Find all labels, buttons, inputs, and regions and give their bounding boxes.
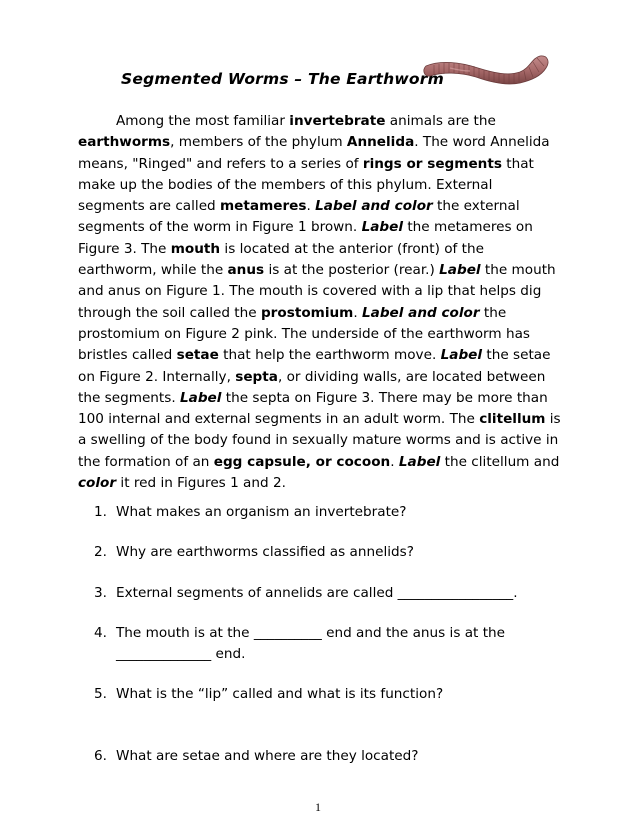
instruction-label: Label [398,453,441,470]
text-run: that help the earthworm move. [218,347,441,364]
question-number: 1. [94,504,107,520]
question-text: What are setae and where are they located? [116,748,419,764]
term-clitellum: clitellum [479,411,546,428]
text-run: is at the posterior (rear.) [264,262,440,279]
intro-text [78,111,562,494]
question-text: What makes an organism an invertebrate? [116,504,407,520]
text-run: is a swelling of the body found in sexually mature worms and is active in the formation of an [78,411,561,470]
question-item [94,623,574,666]
instruction-label: Label [439,262,481,279]
term-annelida: Annelida [346,134,415,151]
text-run: the setae on Figure 2. Internally, [78,347,551,385]
text-run: , or dividing walls, are located between the segments. [78,368,546,406]
question-item [94,746,574,767]
text-run: the external segments of the worm in Figure 1 brown. [78,198,520,236]
text-run: it red in Figures 1 and 2. [116,475,286,492]
text-run: . [353,304,362,321]
term-egg-capsule: egg capsule, or cocoon [213,453,391,470]
page-number: 1 [315,800,321,814]
text-run: the clitellum and [440,453,560,470]
instruction-label-and-color: Label and color [361,304,480,321]
text-run: . [390,453,399,470]
text-run: the septa on Figure 3. There may be more than 100 internal and external segments in an adult worm. The [78,389,548,428]
question-number: 6. [94,748,107,764]
question-number: 2. [94,544,107,560]
instruction-color: color [78,475,117,492]
text-run: the prostomium on Figure 2 pink. The underside of the earthworm has bristles called [78,304,530,364]
question-item [94,542,574,563]
text-run: animals are the [385,113,496,129]
question-item [94,583,574,604]
term-metameres: metameres [220,198,307,215]
question-number: 4. [94,625,107,641]
instruction-label: Label [179,389,222,406]
term-invertebrate: invertebrate [289,113,386,129]
term-setae: setae [176,347,219,364]
text-run: is located at the anterior (front) of the earthworm, while the [78,240,484,279]
text-run: that make up the bodies of the members of this phylum. External segments are called [78,155,534,215]
question-text: Why are earthworms classified as annelids? [116,544,414,560]
intro-paragraph [78,111,562,494]
earthworm-illustration [420,46,552,102]
worksheet-title: Segmented Worms – The Earthworm [121,70,444,88]
term-septa: septa [235,368,278,385]
question-item [94,502,574,523]
text-run: , members of the phylum [170,134,347,151]
text-run: . The word Annelida means, "Ringed" and refers to a series of [78,134,550,172]
text-run: the mouth and anus on Figure 1. The mouth is covered with a lip that helps dig through the soil called the [78,262,556,321]
instruction-label: Label [440,347,483,364]
term-mouth: mouth [170,240,221,257]
question-text-continued: ______________ end. [116,646,246,663]
text-run: Among the most familiar [116,113,290,129]
question-text: What is the “lip” called and what is its function? [116,686,444,702]
text-run: . [306,198,316,215]
term-earthworms: earthworms [78,134,171,151]
term-rings-or-segments: rings or segments [362,155,502,172]
question-number: 5. [94,686,107,702]
question-item [94,684,574,705]
question-text: External segments of annelids are called _________________. [116,585,518,601]
instruction-label-and-color: Label and color [315,198,433,215]
instruction-label: Label [361,219,404,236]
text-run: the metameres on Figure 3. The [78,219,533,257]
question-text: The mouth is at the __________ end and the anus is at the [116,625,506,641]
term-anus: anus [227,262,265,279]
question-number: 3. [94,585,107,601]
term-prostomium: prostomium [260,304,354,321]
